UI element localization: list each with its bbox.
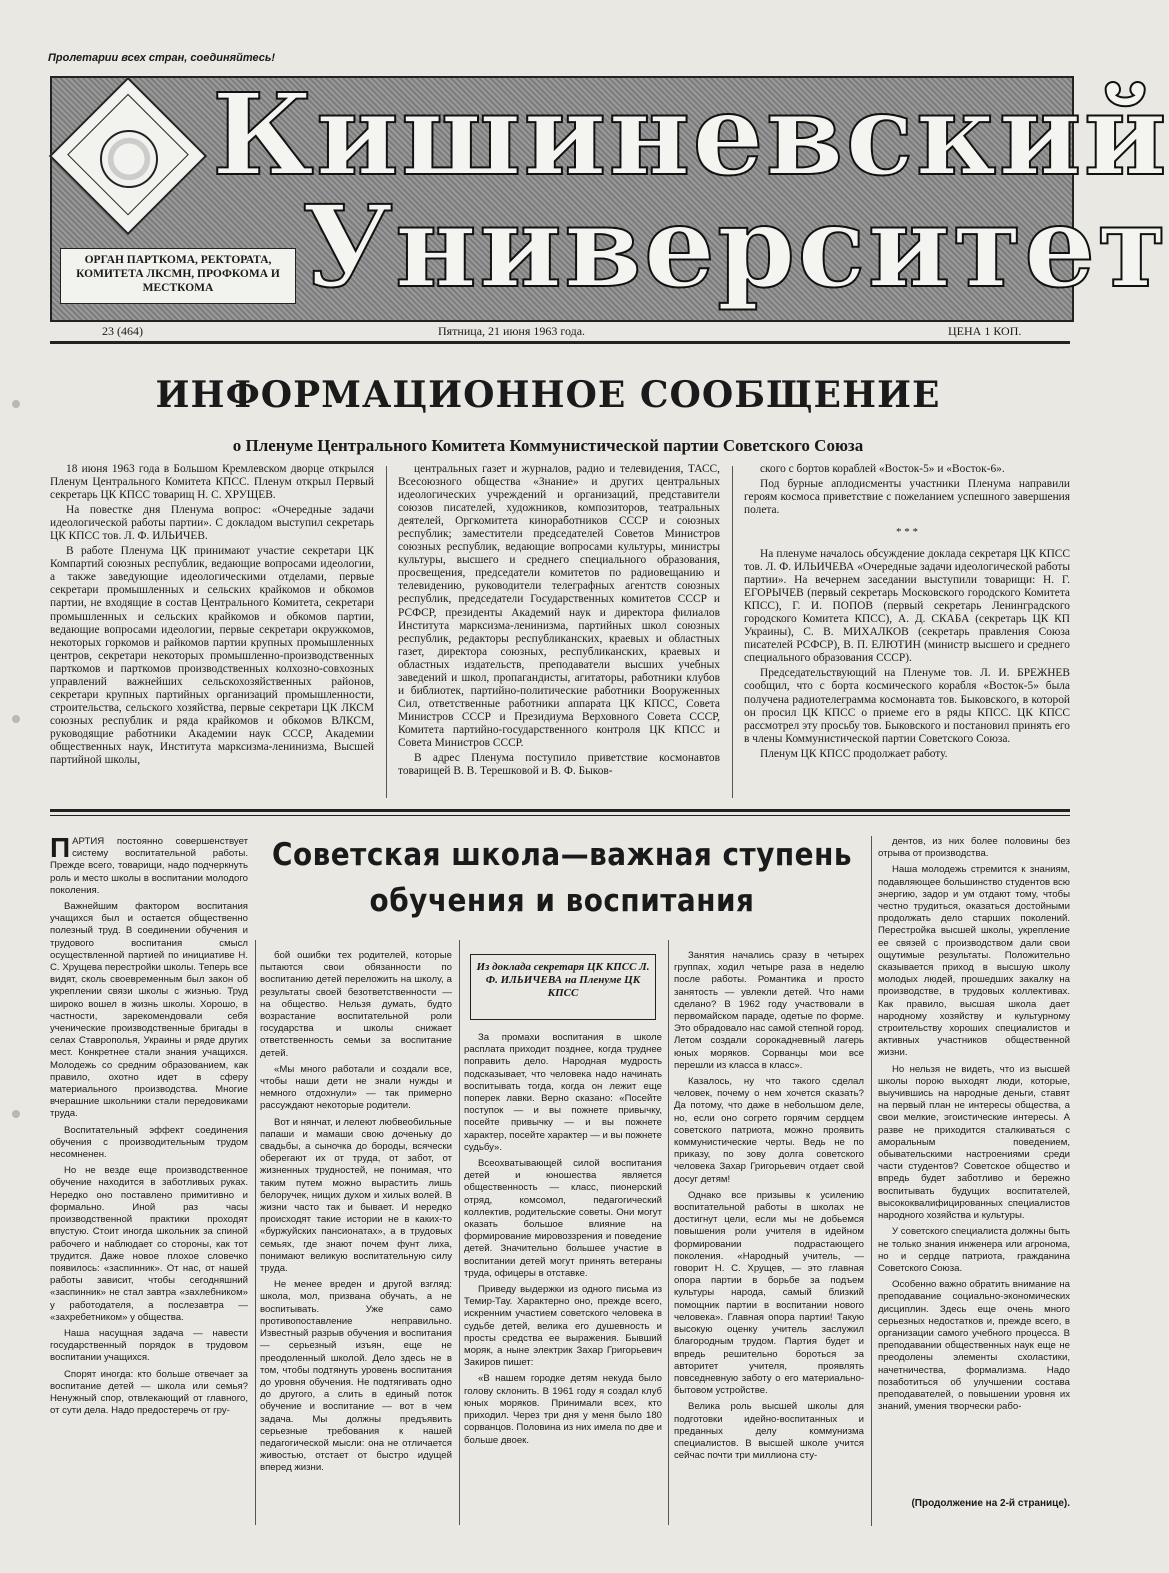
paragraph: Пленум ЦК КПСС продолжает работу. — [760, 747, 948, 760]
paragraph: За промахи воспитания в школе расплата приходит позднее, когда труднее поправить дело. Народная мудрость подсказывает, что человека надо начинать воспитывать тогда, когда он лежит еще поперек лавки. Верно сказано: «Посейте поступок — и вы пожнете привычку, посейте привычку — и вы пожнете характер, посейте характер — и вы пожнете судьбу». — [464, 1032, 662, 1153]
lead-column-1 — [50, 463, 374, 803]
binder-hole-icon — [12, 400, 20, 408]
paragraph: Председательствующий на Пленуме тов. Л. И. БРЕЖНЕВ сообщил, что с борта космического корабля «Восток-5» была получена радиотелеграмма космонавта тов. Быковского, в которой он просил ЦК КПСС о приеме его в ряды КПСС. ЦК КПСС рассмотрел эту просьбу тов. Быковского и постановил принять его в члены Коммунистической партии Советского Союза. — [744, 667, 1070, 745]
paragraph: Велика роль высшей школы для подготовки идейно-воспитанных и преданных делу коммунизма специалистов. В высшей школе учится сейчас почти три миллиона сту- — [674, 1401, 864, 1462]
column-divider — [732, 466, 733, 798]
binder-hole-icon — [12, 1110, 20, 1118]
paragraph: На пленуме началось обсуждение доклада секретаря ЦК КПСС тов. Л. Ф. ИЛЬИЧЕВА «Очередные задачи идеологической работы партии». На вечернем заседании выступили товарищи: Н. Г. ЕГОРЫЧЕВ (первый секретарь Московского городского Комитета КПСС), Г. И. ПОПОВ (первый секретарь Ленинградского городского Комитета КПСС), А. Д. СКАБА (секретарь ЦК КП Украины), С. В. МИХАЛКОВ (секретарь правления Союза писателей РСФСР), В. П. ЕЛЮТИН (министр высшего и среднего специального образования СССР). — [744, 548, 1070, 665]
paragraph: На повестке дня Пленума вопрос: «Очередные задачи идеологической работы партии». С докладом выступил секретарь ЦК КПСС тов. Л. Ф. ИЛЬИЧЕВ. — [50, 504, 374, 543]
column-divider — [255, 940, 256, 1525]
column-divider — [871, 836, 872, 1526]
section-separator: * * * — [896, 526, 918, 538]
header-rule — [50, 341, 1070, 344]
paragraph: Казалось, ну что такого сделал человек, почему о нем хочется сказать? Да потому, что даже в небольшом деле, но, если оно согрето горячим сердцем советского патриота, можно проявить коммунистические черты. Ведь не по приказу, по зову долга советского человека Захар Григорьевич отдает свой досуг детям! — [674, 1076, 864, 1185]
paragraph: «В нашем городке детям некуда было голову склонить. В 1961 году я создал клуб юных моряков. Принимали всех, кто приходил. Через три дня у меня было 180 сорванцов. Половина из них имела по две и больше двоек. — [464, 1373, 662, 1446]
paragraph: Спорят иногда: кто больше отвечает за воспитание детей — школа или семья? Ненужный спор, отвлекающий от главного, от сути дела. Надо предостеречь от гру- — [50, 1368, 248, 1417]
issue-number: 23 (464) — [102, 324, 143, 338]
paragraph: дентов, из них более половины без отрыва от производства. — [878, 836, 1070, 860]
state-emblem-icon — [100, 130, 158, 188]
column-divider — [459, 940, 460, 1525]
binder-hole-icon — [12, 715, 20, 723]
paragraph: Всеохватывающей силой воспитания детей и юношества является общественность — класс, пионерский отряд, комсомол, педагогический коллектив, родительские советы. Они могут оказать большое влияние на формирование мировоззрения и поведение детей. Значительно большее участие в воспитании детей могут принять ветераны труда, офицеры в отставке. — [464, 1158, 662, 1279]
masthead-slogan: Пролетарии всех стран, соединяйтесь! — [48, 52, 276, 64]
paragraph: АРТИЯ постоянно совершенствует систему воспитательной работы. Прежде всего, товарищи, надо подчеркнуть роль и место школы в воспитании молодого поколения. — [50, 836, 248, 896]
paragraph: Однако все призывы к усилению воспитательной работы в школах не достигнут цели, если мы не добьемся повышения роли учителя в идейном формировании подрастающего поколения. «Народный учитель, — говорит Н. С. Хрущев, — это главная опора партии в борьбе за подъем культуры народа, самый близкий помощник партии в воспитании нового человека». Главная опора партии! Такую высокую оценку учитель заслужил благородным трудом. Партия будет и впредь решительно бороться за авторитет учителя, проявлять повседневную заботу о его материально-бытовом устройстве. — [674, 1189, 864, 1397]
paragraph: Под бурные аплодисменты участники Пленума направили героям космоса приветствие с пожеланием успешного завершения полета. — [744, 478, 1070, 517]
lead-headline: ИНФОРМАЦИОННОЕ СООБЩЕНИЕ — [155, 374, 941, 416]
feature-column-2 — [260, 950, 452, 1526]
organ-box: ОРГАН ПАРТКОМА, РЕКТОРАТА, КОМИТЕТА ЛКСМН, ПРОФКОМА И МЕСТКОМА — [60, 248, 296, 304]
paragraph: У советского специалиста должны быть не только знания инженера или агронома, но и сердце патриота, гражданина Советского Союза. — [878, 1226, 1070, 1274]
paragraph: Воспитательный эффект соединения обучения с производительным трудом несомненен. — [50, 1124, 248, 1161]
feature-headline-line2: обучения и воспитания — [369, 883, 755, 919]
section-rule-thin — [50, 815, 1070, 816]
paragraph: Но нельзя не видеть, что из высшей школы порою выходят люди, которые, выучившись на народные деньги, ставят на первый план не интересы общества, а свои мелкие, эгоистические интересы. А разве не приходится сталкиваться с аморальным поведением, обывательскими настроениями среди части студентов? Советское общество и впредь будет заботливо и бережно воспитывать будущих воспитателей, высококвалифицированных специалистов народного хозяйства и культуры. — [878, 1063, 1070, 1222]
lead-subheadline: о Пленуме Центрального Комитета Коммунистической партии Советского Союза — [232, 436, 864, 455]
column-divider — [386, 466, 387, 798]
masthead — [50, 70, 1169, 322]
paragraph: «Мы много работали и создали все, чтобы наши дети не знали нужды и немного отдохнули» — так примерно рассуждают некоторые родители. — [260, 1063, 452, 1112]
paragraph: Но не везде еще производственное обучение находится в заботливых руках. Нередко оно поставлено примитивно и формально. Иной раз часы производственной практики проходят впустую. Стоит иногда школьник за спиной рабочего и наблюдает со стороны, как тот трудится. Даже новое плохое словечко появилось: «заспинник». От нас, от нашей работы зависит, чтобы сегодняшний «заспинник» не стал завтра «захлебником» у работодателя, а послезавтра — «захребетником» у общества. — [50, 1165, 248, 1323]
feature-column-4 — [674, 950, 864, 1526]
issue-date: Пятница, 21 июня 1963 года. — [438, 324, 586, 338]
paragraph: В адрес Пленума поступило приветствие космонавтов товарищей В. В. Терешковой и В. Ф. Быков- — [398, 752, 720, 778]
paragraph: центральных газет и журналов, радио и телевидения, ТАСС, Всесоюзного общества «Знание» и других центральных идеологических учреждений и организаций, представители союзов писателей, художников, композиторов, театральных деятелей, Оргкомитета кинорaботников СССР и союзных республик; заместители председателей Советов Министров союзных республик, ведающие вопросами культуры, министры культуры, высшего и среднего специального образования, просвещения, председатели комитетов по радиовещанию и телевидению, руководители телеграфных агентств союзных республик, председатели Государственных комитетов СССР и РСФСР, президенты Академий наук и директора филиалов Института марксизма-ленинизма, партийных школ союзных республик, редакторы республиканских, краевых и областных газет, директора союзных, республиканских, краевых и областных издательств, преподаватели высших учебных заведений и школ, пропагандисты, агитаторы, работники клубов и библиотек, партийно-политические работники Вооруженных Сил, ответственные работники аппарата ЦК КПСС, Совета Министров СССР и Президиума Верховного Совета СССР, Комитета партийно-государственного контроля ЦК КПСС и Совета Министров СССР. — [398, 463, 720, 749]
feature-column-5 — [878, 836, 1070, 1496]
paragraph: ского с бортов кораблей «Восток-5» и «Восток-6». — [760, 463, 1005, 475]
column-divider — [668, 940, 669, 1525]
quote-box: Из доклада секретаря ЦК КПСС Л. Ф. ИЛЬИЧЕВА на Пленуме ЦК КПСС — [470, 954, 656, 1020]
lead-column-2 — [398, 463, 720, 803]
newspaper-title-line2: Университет — [302, 182, 1169, 313]
issue-price: ЦЕНА 1 КОП. — [948, 324, 1022, 338]
paragraph: бой ошибки тех родителей, которые пытаются свои обязанности по воспитанию детей переложить на школу, а результаты своей безответственности — на общество. Нельзя думать, будто возрастание воспитательной роли государства и школы снижает ответственность семьи за воспитание детей. — [260, 950, 452, 1059]
paragraph: В работе Пленума ЦК принимают участие секретари ЦК Компартий союзных республик, ведающие вопросами идеологии, а также заведующие идеологическими отделами, первые секретари промышленных и сельских крайкомов и обкомов партии, не входящие в состав Центрального Комитета, секретари промышленных и сельских крайкомов и обкомов партии, ведающие вопросами идеологии, первые секретари окружкомов, некоторых горкомов и райкомов партии крупных промышленных центров, секретари некоторых промышленно-производственных парткомов и парткомов производственных колхозно-совхозных управлений важнейших сельскохозяйственных районов, секретари крупных партийных организаций промышленности, строительства, сельского хозяйства, первые секретари ЦК ЛКСМ союзных республик и ряда крайкомов и обкомов ВЛКСМ, руководящие работники Академии наук СССР, Академии общественных наук, Института марксизма-ленинизма, Высшей партийной школы, — [50, 545, 374, 767]
paragraph: Не менее вреден и другой взгляд: школа, мол, призвана обучать, а не воспитывать. Уже само противопоставление неправильно. Известный разрыв обучения и воспитания — серьезный изъян, еще не преодоленный школой. Дело здесь не в том, чтобы подтянуть уровень воспитания до уровня обучения. Не подтягивать одно до другого, а слить в единый поток обучение и воспитание — вот в чем задача. Мы должны предъявить серьезные требования к нашей педагогической мысли: она не отличается живостью, отстает от быстро идущей вперед жизни. — [260, 1279, 452, 1474]
paragraph: Вот и нянчат, и лелеют любвеобильные папаши и мамаши свою доченьку до свадьбы, а сыночка до бороды, всячески оберегают их от труда, от забот, от жизненных трудностей, не понимая, что таким путем можно вырастить лишь белоручек, нищих духом и хилых волей. В жизни часто так и бывает. И нередко происходят такие истории не в каких-то «буржуйских пансионатах», а в трудовых семьях, где знают почем фунт лиха, понимают великую воспитательную силу труда. — [260, 1116, 452, 1275]
paragraph: Важнейшим фактором воспитания учащихся был и остается общественно полезный труд. В соединении обучения и трудового воспитания смысл осуществленной партией по инициативе Н. С. Хрущева перестройки школы. Теперь все видят, сколь своевременным был закон об укреплении связи школы с жизнью. Труд широко вошел в жизнь школы. Хорошо, в частности, зарекомендовали себя ученические производственные бригады в селах Ставрополья, Украины и ряде других мест. Конкретнее стали знания учащихся. Молодежь со средним образованием, как правило, охотно идет в сферу материального производства. Многие вчерашние школьники стали передовиками труда. — [50, 901, 248, 1120]
drop-cap: П — [50, 832, 71, 863]
feature-headline-line1: Советская школа—важная ступень — [271, 837, 852, 873]
paragraph: Особенно важно обратить внимание на преподавание социально-экономических дисциплин. Здесь еще очень много серьезных недостатков и, прежде всего, в организации самого учебного процесса. В преподавании общественных наук еще не преодолены элементы схоластики, начетничества, формализма. Надо позаботиться об улучшении состава преподавателей, о повышении уровня их знаний, умения творчески рабо- — [878, 1279, 1070, 1413]
lead-column-3a — [744, 463, 1070, 525]
paragraph: Приведу выдержки из одного письма из Темир-Тау. Характерно оно, прежде всего, искренним участием советского человека в судьбе детей, велика его душевность и просты средства ее выражения. Бывший моряк, а ныне электрик Захар Григорьевич Закиров пишет: — [464, 1284, 662, 1369]
feature-column-3 — [464, 1032, 662, 1526]
paragraph: Наша насущная задача — навести государственный порядок в трудовом воспитании учащихся. — [50, 1327, 248, 1364]
paragraph: Занятия начались сразу в четырех группах, ходил четыре раза в неделю после работы. Романтика и просто занятость — увлекли детей. Что нами сделано? В 1962 году участвовали в первомайском параде, одетые по форме. Это обрадовало нас самой степной город. Летом создали сорокадневный лагерь юных моряков. Сорванцы мои все перешли из класса в класс». — [674, 950, 864, 1071]
feature-column-1 — [50, 832, 248, 1526]
paragraph: 18 июня 1963 года в Большом Кремлевском дворце открылся Пленум Центрального Комитета КПСС. Пленум открыл Первый секретарь ЦК КПСС товарищ Н. С. ХРУЩЕВ. — [50, 463, 374, 502]
section-rule — [50, 809, 1070, 812]
newspaper-title-line1: Кишиневский — [212, 70, 1169, 201]
continued-note: (Продолжение на 2-й странице). — [911, 1498, 1070, 1509]
paragraph: Наша молодежь стремится к знаниям, подавляющее большинство студентов всю энергию, задор и ум отдают тому, чтобы честно трудиться, оказаться достойными продолжать дело старших поколений. Перестройка высшей школы, укрепление ее связей с производством дали свои ощутимые результаты. Положительно сказывается приход в высшую школу молодых людей, прошедших закалку на производстве, в трудовых коллективах. Как правило, высшая школа дает народному хозяйству и культурному строительству хороших специалистов и активных участников общественной жизни. — [878, 864, 1070, 1059]
lead-column-3b — [744, 548, 1070, 803]
